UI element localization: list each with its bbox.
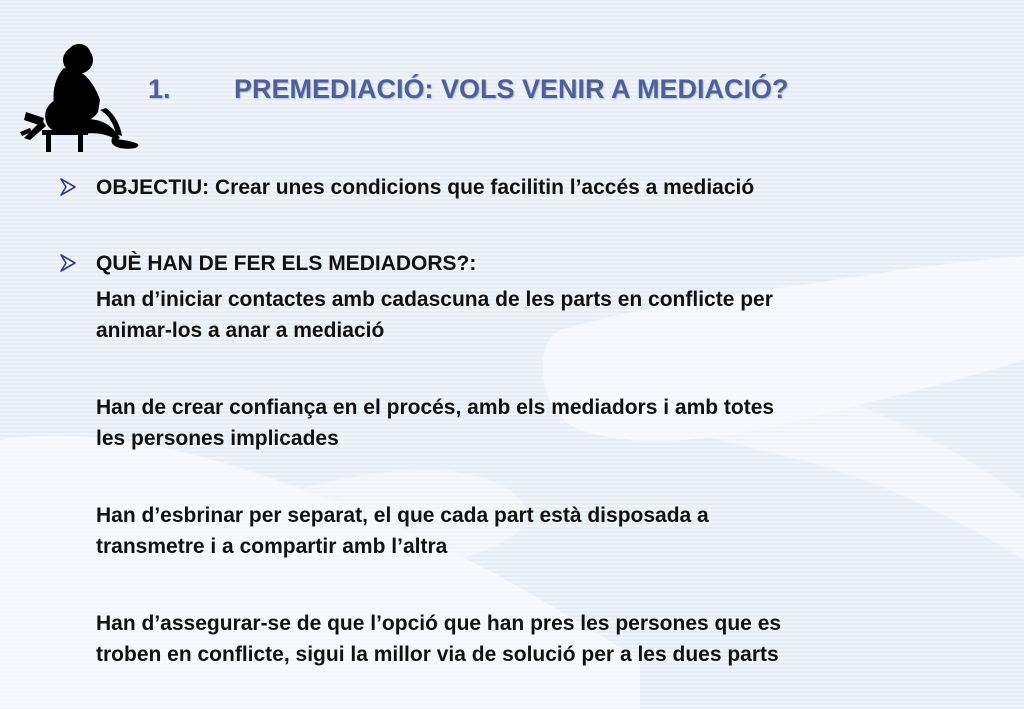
arrow-bullet-icon bbox=[58, 177, 78, 197]
paragraph-line: animar-los a anar a mediació bbox=[96, 319, 385, 342]
title-number: 1. bbox=[148, 74, 171, 104]
paragraph-line: troben en conflicte, sigui la millor via de solució per a les dues parts bbox=[96, 643, 779, 666]
page-title bbox=[148, 74, 789, 105]
arrow-bullet-icon bbox=[58, 253, 78, 273]
paragraph-line: Han d’assegurar-se de que l’opció que han pres les persones que es bbox=[96, 612, 782, 635]
bullet-que-han-de-fer bbox=[58, 248, 988, 279]
title-text: PREMEDIACIÓ: VOLS VENIR A MEDIACIÓ? bbox=[234, 74, 789, 104]
bullet-text: QUÈ HAN DE FER ELS MEDIADORS?: bbox=[96, 252, 477, 275]
paragraph-assegurar bbox=[58, 608, 988, 670]
slide-content bbox=[58, 172, 988, 670]
bullet-text: OBJECTIU: Crear unes condicions que facilitin l’accés a mediació bbox=[96, 176, 755, 199]
paragraph-iniciar-contactes bbox=[58, 284, 988, 346]
paragraph-esbrinar bbox=[58, 500, 988, 562]
paragraph-line: Han d’esbrinar per separat, el que cada part està disposada a bbox=[96, 504, 709, 527]
bullet-objectiu bbox=[58, 172, 988, 203]
paragraph-line: Han d’iniciar contactes amb cadascuna de les parts en conflicte per bbox=[96, 288, 773, 311]
child-silhouette-icon bbox=[16, 40, 146, 155]
paragraph-line: les persones implicades bbox=[96, 427, 339, 450]
paragraph-line: Han de crear confiança en el procés, amb els mediadors i amb totes bbox=[96, 396, 775, 419]
paragraph-line: transmetre i a compartir amb l’altra bbox=[96, 535, 448, 558]
paragraph-crear-confianca bbox=[58, 392, 988, 454]
